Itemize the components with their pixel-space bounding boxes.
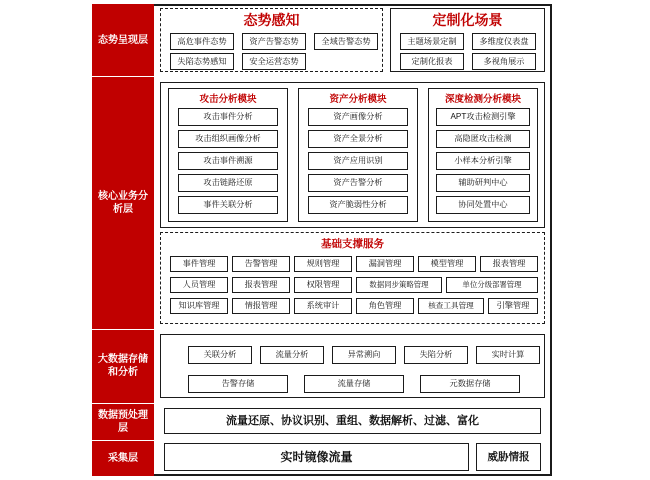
cs-item-3[interactable]: 多视角展示 <box>472 53 536 70</box>
asset-item-0[interactable]: 资产画像分析 <box>308 108 408 126</box>
bigdata-item-4[interactable]: 实时计算 <box>476 346 540 364</box>
attack-item-1[interactable]: 攻击组织画像分析 <box>178 130 278 148</box>
cs-item-0[interactable]: 主题场景定制 <box>400 33 464 50</box>
support-item-8[interactable]: 权限管理 <box>294 277 352 293</box>
preprocess-box[interactable]: 流量还原、协议识别、重组、数据解析、过滤、富化 <box>164 408 541 434</box>
deep-item-2[interactable]: 小样本分析引擎 <box>436 152 530 170</box>
asset-item-3[interactable]: 资产告警分析 <box>308 174 408 192</box>
bigdata-item-3[interactable]: 失陷分析 <box>404 346 468 364</box>
situation-awareness-title: 态势感知 <box>243 12 300 28</box>
deep-detection-module-title: 深度检测分析模块 <box>444 94 521 105</box>
sa-item-1[interactable]: 资产告警态势 <box>242 33 306 50</box>
sa-item-4[interactable]: 安全运营态势 <box>242 53 306 70</box>
asset-item-4[interactable]: 资产脆弱性分析 <box>308 196 408 214</box>
collect-main-box[interactable]: 实时镜像流量 <box>164 443 469 471</box>
cs-item-2[interactable]: 定制化报表 <box>400 53 464 70</box>
deep-item-4[interactable]: 协同处置中心 <box>436 196 530 214</box>
support-item-5[interactable]: 报表管理 <box>480 256 538 272</box>
deep-item-0[interactable]: APT攻击检测引擎 <box>436 108 530 126</box>
support-item-6[interactable]: 人员管理 <box>170 277 228 293</box>
bigdata-store-2[interactable]: 元数据存储 <box>420 375 520 393</box>
support-item-0[interactable]: 事件管理 <box>170 256 228 272</box>
bigdata-item-0[interactable]: 关联分析 <box>188 346 252 364</box>
attack-item-2[interactable]: 攻击事件溯源 <box>178 152 278 170</box>
support-item-16[interactable]: 引擎管理 <box>488 298 538 314</box>
bigdata-item-1[interactable]: 流量分析 <box>260 346 324 364</box>
attack-item-0[interactable]: 攻击事件分析 <box>178 108 278 126</box>
collect-threat-intel-box[interactable]: 威胁情报 <box>476 443 541 471</box>
custom-scenario-title: 定制化场景 <box>432 12 503 28</box>
asset-item-2[interactable]: 资产应用识别 <box>308 152 408 170</box>
support-item-4[interactable]: 模型管理 <box>418 256 476 272</box>
layer-label-bigdata: 大数据存储和分析 <box>98 354 148 378</box>
sa-item-2[interactable]: 全域告警态势 <box>314 33 378 50</box>
support-item-12[interactable]: 情报管理 <box>232 298 290 314</box>
asset-module-title: 资产分析模块 <box>329 94 387 105</box>
support-services-title: 基础支撑服务 <box>321 237 384 250</box>
bigdata-store-1[interactable]: 流量存储 <box>304 375 404 393</box>
support-item-10[interactable]: 单位分级部署管理 <box>446 277 538 293</box>
attack-item-3[interactable]: 攻击链路还原 <box>178 174 278 192</box>
support-item-15[interactable]: 核查工具管理 <box>418 298 484 314</box>
layer-label-presentation: 态势呈现层 <box>98 34 148 46</box>
asset-item-1[interactable]: 资产全景分析 <box>308 130 408 148</box>
sa-item-3[interactable]: 失陷态势感知 <box>170 53 234 70</box>
bigdata-store-0[interactable]: 告警存储 <box>188 375 288 393</box>
deep-item-3[interactable]: 辅助研判中心 <box>436 174 530 192</box>
support-item-11[interactable]: 知识库管理 <box>170 298 228 314</box>
support-item-1[interactable]: 告警管理 <box>232 256 290 272</box>
support-item-7[interactable]: 报表管理 <box>232 277 290 293</box>
support-item-9[interactable]: 数据同步策略管理 <box>356 277 442 293</box>
cs-item-1[interactable]: 多维度仪表盘 <box>472 33 536 50</box>
support-item-3[interactable]: 漏洞管理 <box>356 256 414 272</box>
attack-module-title: 攻击分析模块 <box>199 94 257 105</box>
sa-item-0[interactable]: 高危事件态势 <box>170 33 234 50</box>
support-item-13[interactable]: 系统审计 <box>294 298 352 314</box>
support-item-2[interactable]: 规则管理 <box>294 256 352 272</box>
bigdata-item-2[interactable]: 异常溯向 <box>332 346 396 364</box>
attack-item-4[interactable]: 事件关联分析 <box>178 196 278 214</box>
layer-label-core: 核心业务分析层 <box>98 190 148 215</box>
layer-label-preprocess: 数据预处理层 <box>98 409 148 434</box>
layer-label-collect: 采集层 <box>108 452 138 464</box>
support-item-14[interactable]: 角色管理 <box>356 298 414 314</box>
deep-item-1[interactable]: 高隐匿攻击检测 <box>436 130 530 148</box>
